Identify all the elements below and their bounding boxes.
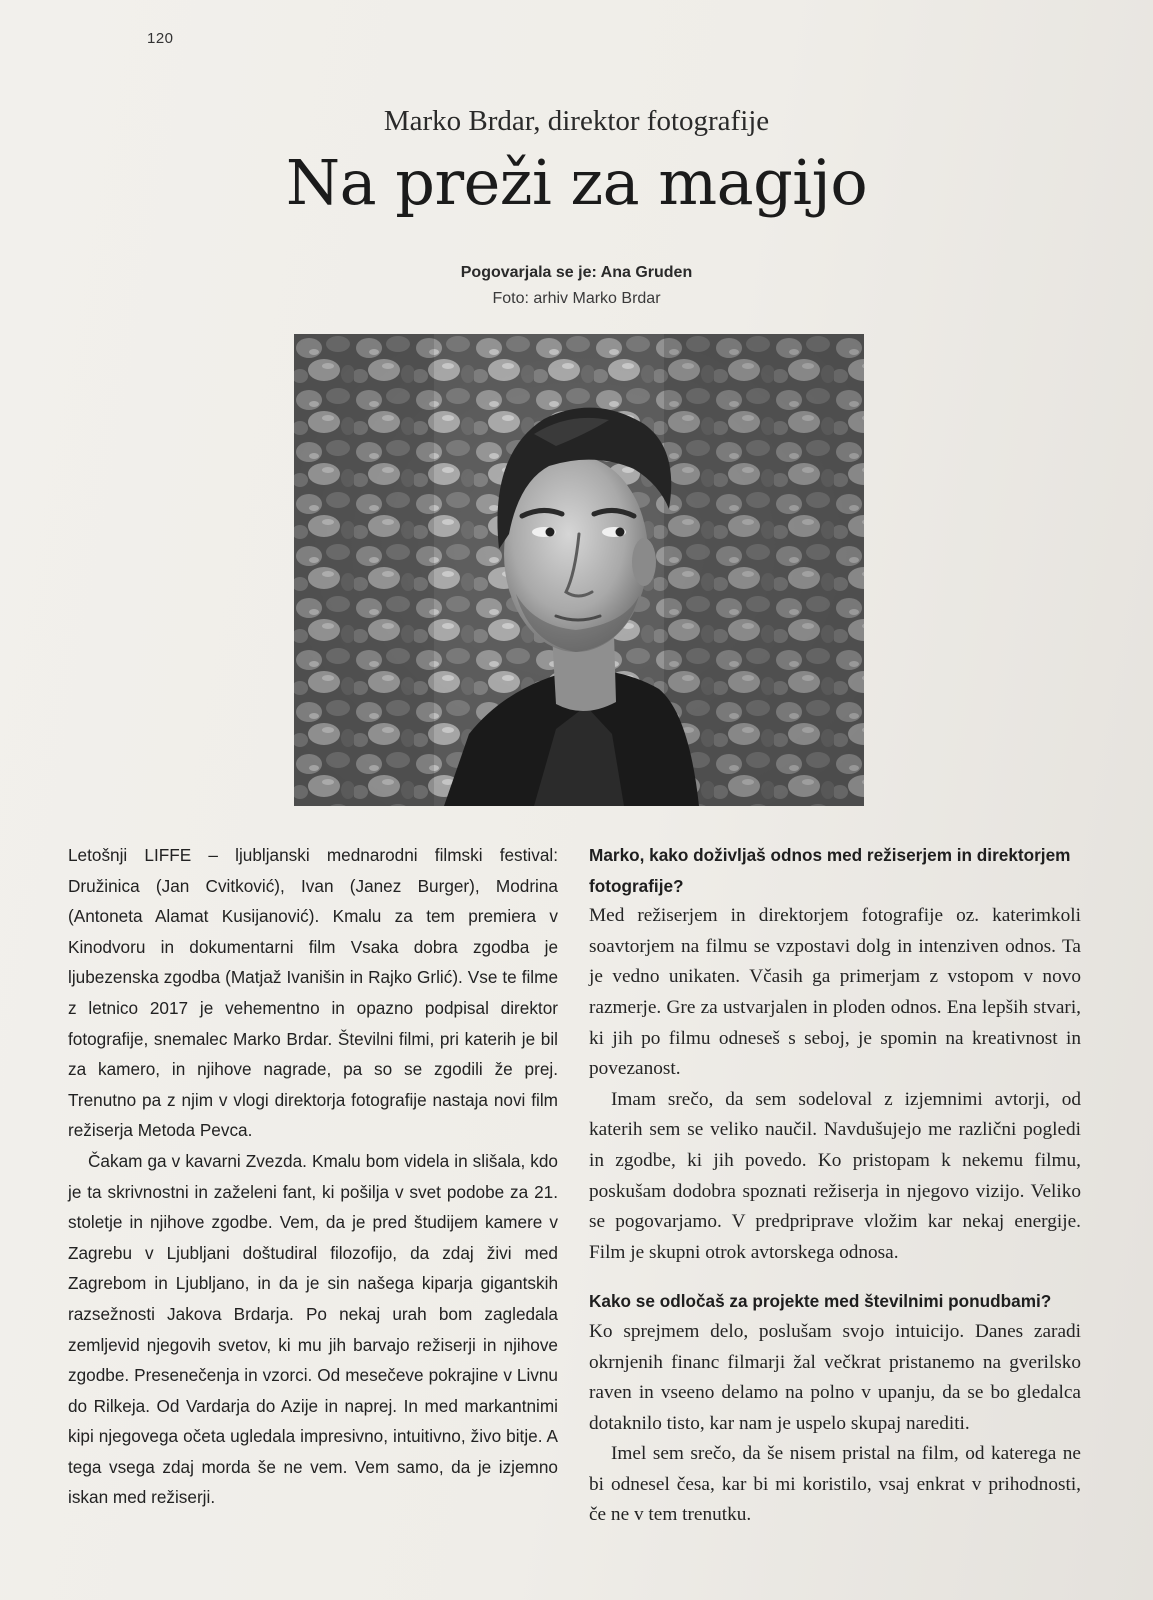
interview-answer-1-paragraph-1: Med režiserjem in direktorjem fotografije oz. katerimkoli soavtorjem na filmu se vzpostavi dolg in intenziven odnos. Ta je vedno unikaten. Včasih ga primerjam z vstopom v novo razmerje. Gre za ustvarjalen in ploden odnos. Ena lepših stvari, ki jih po filmu odneseš s seboj, je spomin na kreativnost in povezanost. [589,905,1081,1080]
interview-answer-2-paragraph-1: Ko sprejmem delo, poslušam svojo intuicijo. Danes zaradi okrnjenih financ filmarji žal večkrat pristanemo na gverilsko raven in vseeno delamo na polno v upanju, da se bo gledalca dotaknilo tisto, kar nam je uspelo skupaj narediti. [589,1320,1081,1434]
interview-question-2: Kako se odločaš za projekte med številnimi ponudbami? [589,1291,1052,1312]
photo-credit: Foto: arhiv Marko Brdar [492,290,661,308]
intro-column [68,840,558,1513]
page-number: 120 [147,30,174,47]
intro-paragraph-1: Letošnji LIFFE – ljubljanski mednarodni filmski festival: Družinica (Jan Cvitković), Ivan (Janez Burger), Modrina (Antoneta Alamat Kusijanović). Kmalu za tem premiera v Kinodvoru in dokumentarni film Vsaka dobra zgodba je ljubezenska zgodba (Matjaž Ivanišin in Rajko Grlić). Vse te filme z letnico 2017 je vehementno in opazno podpisal direktor fotografije, snemalec Marko Brdar. Številni filmi, pri katerih je bil za kamero, in njihove nagrade, pa so se zgodili že prej. Trenutno pa z njim v vlogi direktorja fotografije nastaja novi film režiserja Metoda Pevca. [68,845,558,1141]
intro-paragraph-2: Čakam ga v kavarni Zvezda. Kmalu bom videla in slišala, kdo je ta skrivnostni in zaželeni fant, ki pošilja v svet podobe za 21. stoletje in njihove zgodbe. Vem, da je pred študijem kamere v Zagrebu v Ljubljani doštudiral filozofijo, da zdaj živi med Zagrebom in Ljubljano, in da je sin našega kiparja gigantskih razsežnosti Jakova Brdarja. Po nekaj urah bom zagledala zemljevid njegovih svetov, ki mu jih barvajo režiserji in njihove zgodbe. Presenečenja in vzorci. Od mesečeve pokrajine v Livnu do Rilkeja. Od Vardarja do Azije in naprej. In med markantnimi kipi njegovega očeta ugledala impresivno, intuitivno, živo bitje. A tega vsega zdaj morda še ne vem. Vem samo, da je izjemno iskan med režiserji. [68,1150,558,1508]
interview-question-1: Marko, kako doživljaš odnos med režiserjem in direktorjem fotografije? [589,845,1071,896]
article-credits [0,260,1153,313]
article-header [0,104,1153,217]
interviewer-credit: Pogovarjala se je: Ana Gruden [460,264,693,281]
portrait-photo [294,334,864,806]
interview-answer-2-paragraph-2: Imel sem srečo, da še nisem pristal na film, od katerega ne bi odnesel česa, kar bi mi koristilo, vsaj enkrat v prihodnosti, če ne v tem trenutku. [589,1443,1081,1526]
interview-column [589,840,1081,1531]
article-subtitle: Marko Brdar, direktor fotografije [383,105,770,137]
interview-answer-1-paragraph-2: Imam srečo, da sem sodeloval z izjemnimi avtorji, od katerih sem se veliko naučil. Navdušujejo me različni pogledi in zgodbe, ki jih povedo. Ko pristopam k nekemu filmu, poskušam dodobra spoznati režiserja in njegovo vizijo. Veliko se pogovarjamo. V predpriprave vložim kar nekaj energije. Film je skupni otrok avtorskega odnosa. [589,1088,1081,1263]
portrait-illustration [294,334,864,806]
article-title: Na preži za magijo [285,145,868,219]
